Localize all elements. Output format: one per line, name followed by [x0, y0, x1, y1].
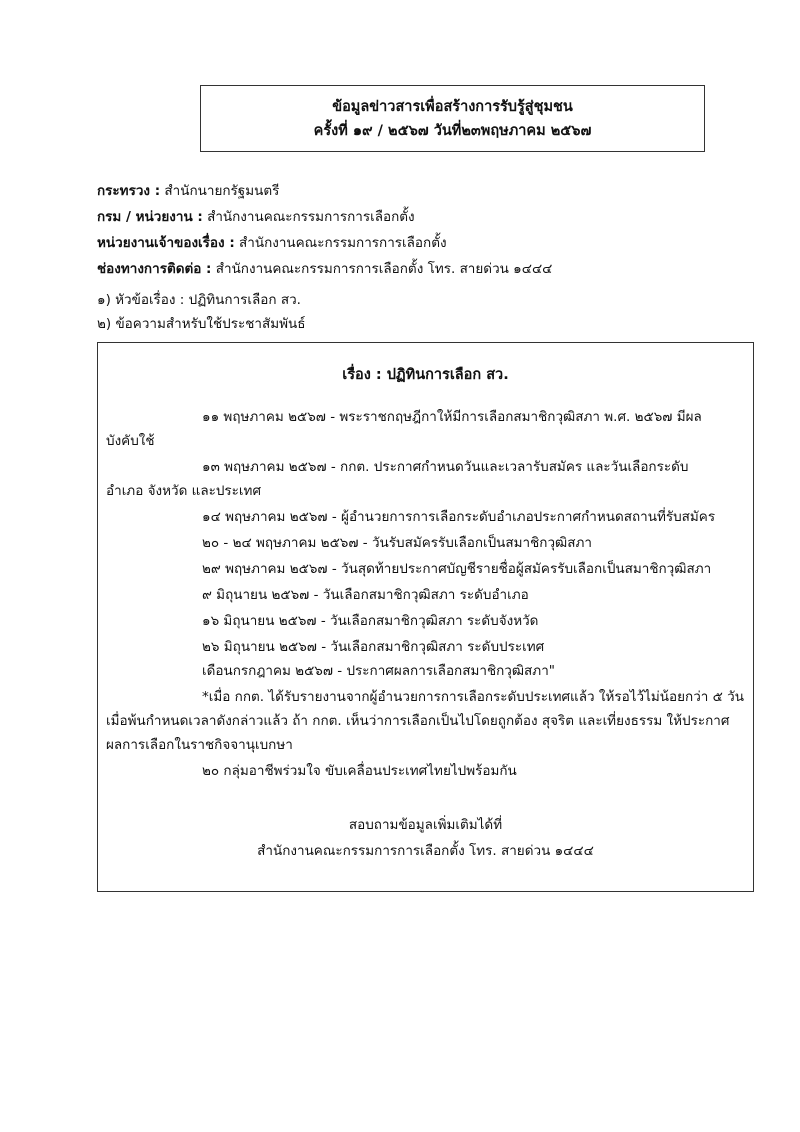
- title-line-2: ครั้งที่ ๑๙ / ๒๕๖๗ วันที่๒๓พฤษภาคม ๒๕๖๗: [313, 122, 592, 139]
- contact-row: [97, 256, 757, 282]
- department-value: สำนักงานคณะกรรมการการเลือกตั้ง: [207, 209, 415, 225]
- owner-label: หน่วยงานเจ้าของเรื่อง :: [97, 235, 235, 251]
- owner-row: [97, 230, 757, 256]
- content-line: ๒๐ - ๒๔ พฤษภาคม ๒๕๖๗ - วันรับสมัครรับเลือกเป็นสมาชิกวุฒิสภา: [202, 535, 592, 551]
- title-box: [200, 85, 705, 152]
- content-line: บังคับใช้: [106, 433, 155, 449]
- content-line: *เมื่อ กกต. ได้รับรายงานจากผู้อำนวยการการเลือกระดับประเทศแล้ว ให้รอไว้ไม่น้อยกว่า ๕ วัน: [202, 689, 744, 705]
- content-line: ๙ มิถุนายน ๒๕๖๗ - วันเลือกสมาชิกวุฒิสภา ระดับอำเภอ: [202, 587, 529, 603]
- department-label: กรม / หน่วยงาน :: [97, 209, 203, 225]
- title-line-1: ข้อมูลข่าวสารเพื่อสร้างการรับรู้สู่ชุมชน: [332, 98, 573, 115]
- content-line: เมื่อพ้นกำหนดเวลาดังกล่าวแล้ว ถ้า กกต. เห็นว่าการเลือกเป็นไปโดยถูกต้อง สุจริต และเที่ยงธรรม ให้ประกาศ: [106, 713, 730, 729]
- meta-section: [97, 178, 757, 282]
- content-line: ๑๓ พฤษภาคม ๒๕๖๗ - กกต. ประกาศกำหนดวันและเวลารับสมัคร และวันเลือกระดับ: [202, 459, 689, 475]
- footer-contact: สำนักงานคณะกรรมการการเลือกตั้ง โทร. สายด่วน ๑๔๔๔: [257, 843, 594, 859]
- item-topic: ๑) หัวข้อเรื่อง : ปฏิทินการเลือก สว.: [97, 292, 301, 308]
- contact-value: สำนักงานคณะกรรมการการเลือกตั้ง โทร. สายด่วน ๑๔๔๔: [215, 261, 553, 277]
- items-section: [97, 288, 757, 336]
- item-pr-message: ๒) ข้อความสำหรับใช้ประชาสัมพันธ์: [97, 316, 306, 332]
- content-line: ๒๖ มิถุนายน ๒๕๖๗ - วันเลือกสมาชิกวุฒิสภา ระดับประเทศ: [202, 639, 545, 655]
- owner-value: สำนักงานคณะกรรมการการเลือกตั้ง: [239, 235, 447, 251]
- content-line: อำเภอ จังหวัด และประเทศ: [106, 483, 262, 499]
- content-line: ๑๖ มิถุนายน ๒๕๖๗ - วันเลือกสมาชิกวุฒิสภา ระดับจังหวัด: [202, 613, 539, 629]
- content-line: เดือนกรกฎาคม ๒๕๖๗ - ประกาศผลการเลือกสมาชิกวุฒิสภา": [202, 663, 555, 679]
- ministry-value: สำนักนายกรัฐมนตรี: [164, 183, 280, 199]
- contact-label: ช่องทางการติดต่อ :: [97, 261, 212, 277]
- ministry-row: [97, 178, 757, 204]
- ministry-label: กระทรวง :: [97, 183, 161, 199]
- content-line: ๑๔ พฤษภาคม ๒๕๖๗ - ผู้อำนวยการการเลือกระดับอำเภอประกาศกำหนดสถานที่รับสมัคร: [202, 509, 716, 525]
- content-line: ผลการเลือกในราชกิจจานุเบกษา: [106, 737, 293, 753]
- content-line: ๒๙ พฤษภาคม ๒๕๖๗ - วันสุดท้ายประกาศบัญชีรายชื่อผู้สมัครรับเลือกเป็นสมาชิกวุฒิสภา: [202, 561, 712, 577]
- content-line: ๑๑ พฤษภาคม ๒๕๖๗ - พระราชกฤษฎีกาให้มีการเลือกสมาชิกวุฒิสภา พ.ศ. ๒๕๖๗ มีผล: [202, 409, 702, 425]
- content-box: [97, 342, 754, 892]
- content-subject: เรื่อง : ปฏิทินการเลือก สว.: [342, 367, 509, 383]
- content-line: ๒๐ กลุ่มอาชีพร่วมใจ ขับเคลื่อนประเทศไทยไปพร้อมกัน: [202, 763, 517, 779]
- footer-inquiry: สอบถามข้อมูลเพิ่มเติมได้ที่: [348, 817, 503, 833]
- department-row: [97, 204, 757, 230]
